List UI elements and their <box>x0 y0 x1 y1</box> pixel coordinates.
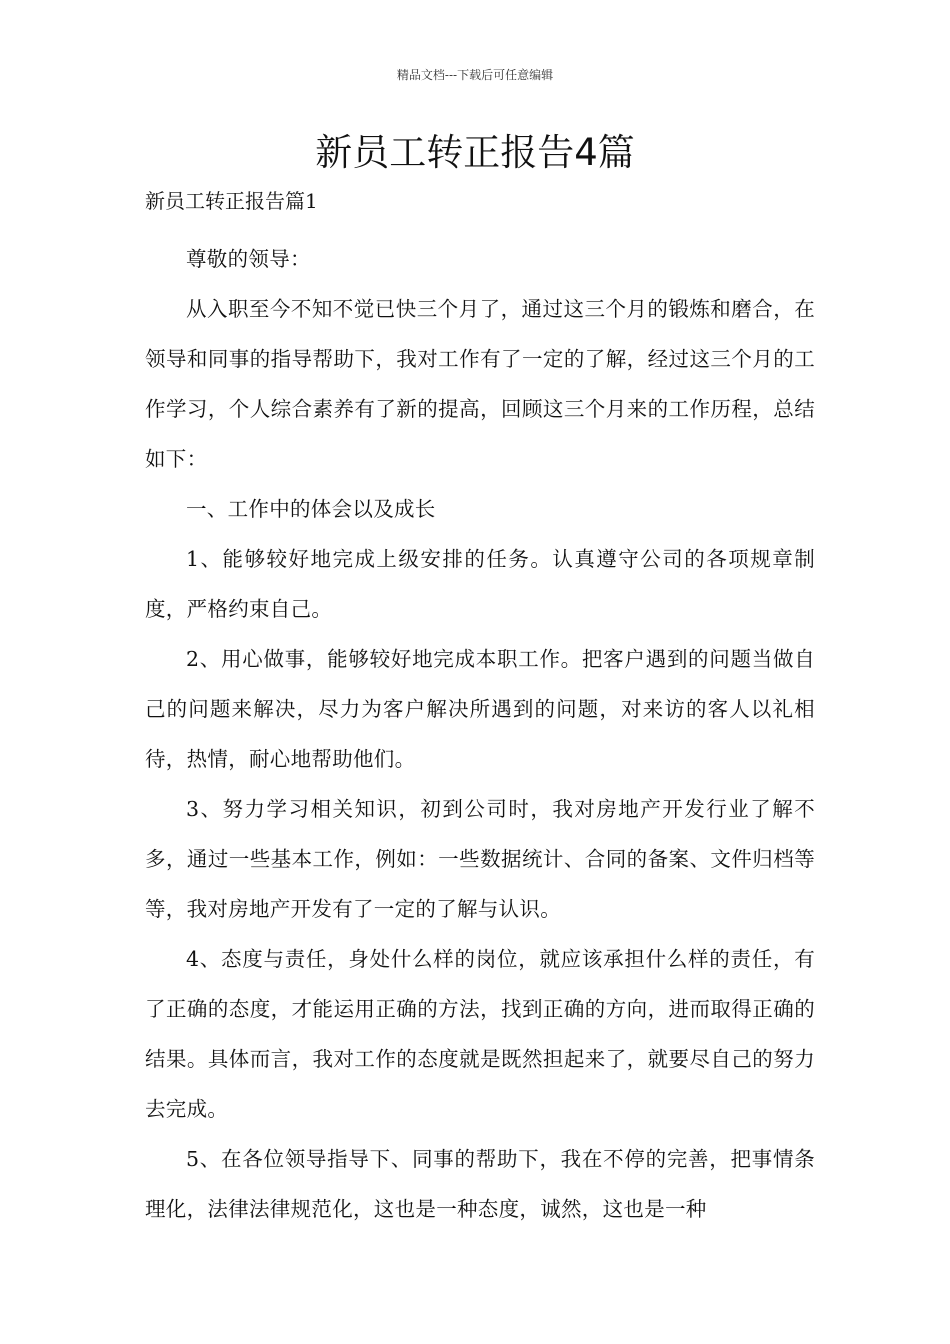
header-note: 精品文档---下载后可任意编辑 <box>396 68 554 82</box>
paragraph-item-1: 1、能够较好地完成上级安排的任务。认真遵守公司的各项规章制度，严格约束自己。 <box>145 547 815 621</box>
paragraph-item-4: 4、态度与责任，身处什么样的岗位，就应该承担什么样的责任，有了正确的态度，才能运用正确的方法，找到正确的方向，进而取得正确的结果。具体而言，我对工作的态度就是既然担起来了，就要尽自己的努力去完成。 <box>145 947 815 1121</box>
paragraph-subheading: 一、工作中的体会以及成长 <box>186 497 436 521</box>
paragraph-item-5: 5、在各位领导指导下、同事的帮助下，我在不停的完善，把事情条理化，法律法律规范化，这也是一种态度，诚然，这也是一种 <box>145 1147 815 1221</box>
paragraph-intro: 从入职至今不知不觉已快三个月了，通过这三个月的锻炼和磨合，在领导和同事的指导帮助下，我对工作有了一定的了解，经过这三个月的工作学习，个人综合素养有了新的提高，回顾这三个月来的工作历程，总结如下： <box>145 297 815 471</box>
document-body <box>145 234 815 1234</box>
paragraph-item-3: 3、努力学习相关知识，初到公司时，我对房地产开发行业了解不多，通过一些基本工作，例如：一些数据统计、合同的备案、文件归档等等，我对房地产开发有了一定的了解与认识。 <box>145 797 815 921</box>
section-heading: 新员工转正报告篇1 <box>145 189 318 213</box>
paragraph-salutation: 尊敬的领导： <box>186 247 311 271</box>
document-title: 新员工转正报告4篇 <box>315 131 635 174</box>
paragraph-item-2: 2、用心做事，能够较好地完成本职工作。把客户遇到的问题当做自己的问题来解决，尽力为客户解决所遇到的问题，对来访的客人以礼相待，热情，耐心地帮助他们。 <box>145 647 815 771</box>
